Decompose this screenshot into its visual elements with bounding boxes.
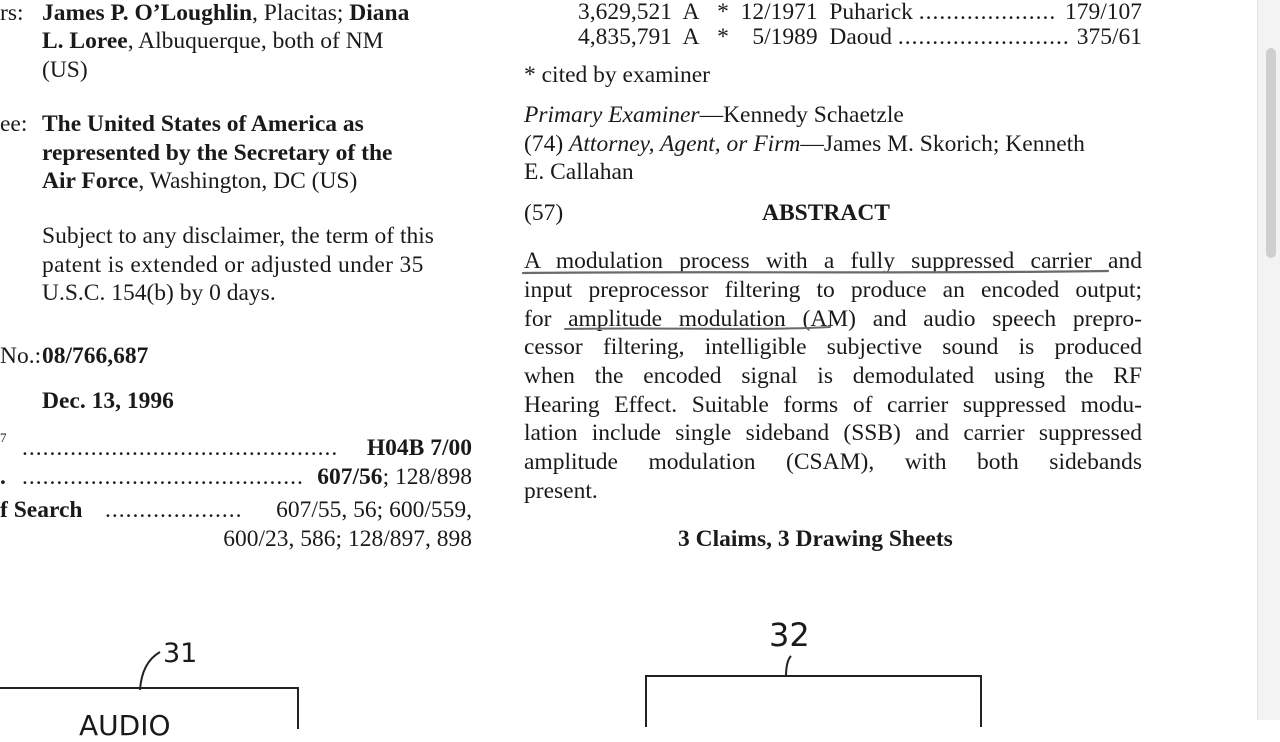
field-of-search-line-2: 600/23, 586; 128/897, 898 (223, 526, 472, 552)
notice-line-1: Subject to any disclaimer, the term of this (42, 223, 434, 249)
field-of-search-leader: .................... (105, 497, 243, 523)
inventors-label: rs: (0, 0, 24, 26)
figure-label-31: 31 (163, 638, 198, 669)
abstract-line-8: amplitude modulation (CSAM), with both sidebands (524, 449, 1142, 475)
abstract-line-5: when the encoded signal is demodulated using the RF (524, 363, 1142, 389)
attorney-line-2: E. Callahan (524, 159, 634, 185)
int-cl-superscript: 7 (0, 430, 7, 445)
field-of-search-line-1: 607/55, 56; 600/559, (276, 497, 472, 523)
inventor-name-1: James P. O’Loughlin (42, 0, 253, 26)
us-cl-leader: ......................................... (22, 464, 304, 490)
field-of-search-label: f Search (0, 497, 83, 523)
leader-31 (140, 652, 160, 690)
inventor-name-2-first: Diana (349, 0, 410, 26)
reference-kind: A (682, 0, 700, 25)
abstract-line-7: lation include single sideband (SSB) and carrier suppressed (524, 420, 1142, 446)
us-cl-label: . (0, 464, 6, 490)
reference-kind: A (682, 24, 700, 50)
reference-date: 12/1971 (740, 0, 818, 25)
int-cl-value: H04B 7/00 (366, 435, 472, 461)
figure-label-32: 32 (769, 616, 810, 654)
scrollbar-thumb[interactable] (1266, 48, 1276, 258)
reference-date: 5/1989 (752, 24, 818, 50)
figure-box-31-text: AUDIO (79, 709, 171, 742)
leader-32 (786, 656, 791, 677)
inventor-location-1: , Placitas; (252, 0, 350, 26)
claims-summary: 3 Claims, 3 Drawing Sheets (678, 526, 953, 552)
attorney-label: Attorney, Agent, or Firm (569, 131, 801, 157)
reference-name: Puharick (829, 0, 913, 25)
int-cl-leader: .............................................. (22, 435, 339, 461)
filed-date: Dec. 13, 1996 (42, 388, 174, 414)
primary-examiner-name: —Kennedy Schaetzle (699, 102, 904, 128)
notice-line-3: U.S.C. 154(b) by 0 days. (42, 280, 276, 306)
reference-leader: ......................... (897, 24, 1070, 50)
assignee-name-end: Air Force (42, 168, 139, 194)
us-cl-secondary: ; 128/898 (382, 464, 472, 490)
reference-class-2: 375/61 (1076, 24, 1142, 50)
figure-box-31 (0, 687, 299, 742)
appl-no-value: 08/766,687 (42, 343, 149, 369)
abstract-line-2: input preprocessor filtering to produce an encoded output; (524, 277, 1142, 303)
abstract-line-3: for amplitude modulation (AM) and audio speech prepro- (524, 306, 1142, 332)
assignee-location: , Washington, DC (US) (138, 168, 358, 194)
us-cl-primary: 607/56 (317, 464, 383, 490)
attorney-names: —James M. Skorich; Kenneth (800, 131, 1085, 157)
abstract-field-number: (57) (524, 200, 564, 226)
figure-box-32 (645, 675, 982, 727)
reference-leader: .................... (918, 0, 1057, 25)
assignee-line-1: The United States of America as (42, 111, 364, 137)
reference-number: 3,629,521 (578, 0, 672, 25)
abstract-line-9: present. (524, 478, 598, 504)
vertical-scrollbar[interactable] (1257, 0, 1280, 720)
reference-number: 4,835,791 (578, 24, 672, 50)
reference-star: * (717, 24, 729, 50)
notice-line-2: patent is extended or adjusted under 35 (42, 252, 424, 278)
abstract-title: ABSTRACT (762, 200, 890, 226)
underline-fully-suppressed-carrier (523, 271, 1108, 273)
reference-name: Daoud (829, 24, 893, 50)
cited-by-examiner: * cited by examiner (524, 62, 710, 88)
attorney-field-number: (74) (524, 131, 570, 157)
underline-amplitude-modulation (565, 327, 830, 329)
reference-class-1: 179/107 (1064, 0, 1142, 25)
assignee-line-2: represented by the Secretary of the (42, 140, 393, 166)
inventor-location-2: , Albuquerque, both of NM (127, 28, 384, 54)
abstract-line-6: Hearing Effect. Suitable forms of carrier suppressed modu- (524, 392, 1142, 418)
reference-star: * (717, 0, 729, 25)
assignee-label: ee: (0, 111, 28, 137)
appl-no-label: No.: (0, 343, 42, 369)
abstract-line-1: A modulation process with a fully suppressed carrier and (524, 248, 1142, 274)
inventors-line-3: (US) (42, 57, 88, 83)
primary-examiner-label: Primary Examiner (524, 102, 700, 128)
abstract-line-4: cessor filtering, intelligible subjective sound is produced (524, 334, 1142, 360)
inventor-name-2-last: L. Loree (42, 28, 128, 54)
